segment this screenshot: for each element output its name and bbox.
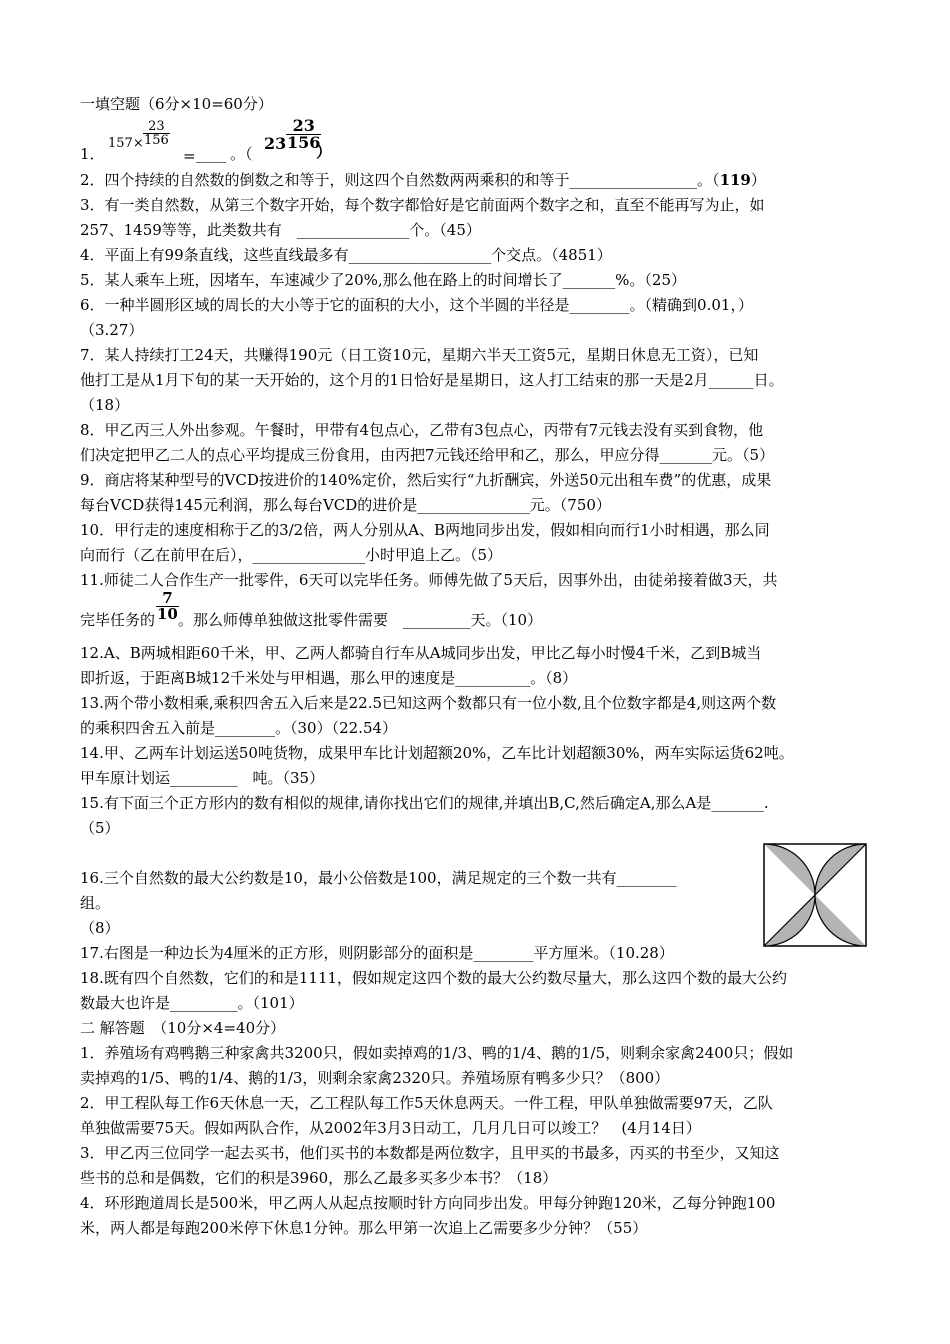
answer-question-1-line-2: 卖掉鸡的1/5、鸭的1/4、鹅的1/3，则剩余家禽2320只。养殖场原有鸭多少只？（800）	[80, 1069, 670, 1087]
question-15-line-1: 15.有下面三个正方形内的数有相似的规律,请你找出它们的规律,并填出B,C,然后确定A,那么A是_______.	[80, 794, 769, 812]
question-13-line-2: 的乘积四舍五入前是________。（30）（22.54）	[80, 719, 398, 737]
question-12-line-1: 12.A、B两城相距60千米，甲、乙两人都骑自行车从A城同步出发，甲比乙每小时慢4千米，乙到B城当	[80, 644, 762, 662]
section-1-header: 一填空题（6分×10=60分）	[80, 95, 273, 113]
section-2-header: 二 解答题 （10分×4=40分）	[80, 1019, 286, 1037]
square-shaded-figure	[763, 843, 867, 947]
answer-question-3-line-1: 3．甲乙丙三位同学一起去买书，他们买书的本数都是两位数字，且甲买的书最多，丙买的书至少，又知这	[80, 1144, 780, 1162]
question-12-line-2: 即折返，于距离B城12千米处与甲相遇，那么甲的速度是__________。（8）	[80, 669, 578, 687]
q1-expr-left: 157×	[108, 136, 144, 151]
question-7-line-1: 7．某人持续打工24天，共赚得190元（日工资10元，星期六半天工资5元，星期日休息无工资），已知	[80, 346, 759, 364]
question-5: 5．某人乘车上班，因堵车，车速减少了20%,那么他在路上的时间增长了_______%。（25）	[80, 271, 686, 289]
question-10-line-2: 向而行（乙在前甲在后），_______________小时甲追上乙。（5）	[80, 546, 503, 564]
q1-answer-close: ）	[316, 142, 333, 161]
q1-equals: =	[183, 147, 196, 165]
answer-question-2-line-2: 单独做需要75天。假如两队合作，从2002年3月3日动工，几月几日可以竣工？ (4月14日）	[80, 1119, 701, 1137]
question-6-line-2: （3.27）	[80, 321, 144, 339]
question-7-line-3: （18）	[80, 396, 130, 414]
question-16-line-1: 16.三个自然数的最大公约数是10，最小公倍数是100，满足规定的三个数一共有________	[80, 869, 677, 887]
question-11-line-1: 11.师徒二人合作生产一批零件，6天可以完毕任务。师傅先做了5天后，因事外出，由徒弟接着做3天，共	[80, 571, 778, 589]
question-13-line-1: 13.两个带小数相乘,乘积四舍五入后来是22.5已知这两个数都只有一位小数,且个位数字都是4,则这两个数	[80, 694, 777, 712]
question-4: 4．平面上有99条直线，这些直线最多有___________________个交点。（4851）	[80, 246, 612, 264]
answer-question-2-line-1: 2．甲工程队每工作6天休息一天，乙工程队每工作5天休息两天。一件工程，甲队单独做需要97天，乙队	[80, 1094, 773, 1112]
question-2: 2．四个持续的自然数的倒数之和等于，则这四个自然数两两乘积的和等于_________________。（119）	[80, 171, 766, 189]
question-9-line-2: 每台VCD获得145元利润，那么每台VCD的进价是_______________元。（750）	[80, 496, 611, 514]
question-17: 17.右图是一种边长为4厘米的正方形，则阴影部分的面积是________平方厘米。（10.28）	[80, 944, 674, 962]
question-18-line-2: 数最大也许是_________。（101）	[80, 994, 304, 1012]
question-18-line-1: 18.既有四个自然数，它们的和是1111，假如规定这四个数的最大公约数尽量大，那么这四个数的最大公约	[80, 969, 788, 987]
answer-question-4-line-1: 4．环形跑道周长是500米，甲乙两人从起点按顺时针方向同步出发。甲每分钟跑120米，乙每分钟跑100	[80, 1194, 776, 1212]
question-10-line-1: 10．甲行走的速度相称于乙的3/2倍，两人分别从A、B两地同步出发，假如相向而行1小时相遇，那么同	[80, 521, 770, 539]
q1-blank: ____	[196, 145, 226, 163]
question-14-line-2: 甲车原计划运_________ 吨。（35）	[80, 769, 325, 787]
q1-answer-fraction: $\frac{23}{156}$	[287, 116, 321, 152]
question-16-line-3: （8）	[80, 919, 120, 937]
q1-answer-whole: 23	[264, 134, 287, 153]
q1-number: 1．	[80, 145, 105, 163]
answer-question-1-line-1: 1．养殖场有鸡鸭鹅三种家禽共3200只，假如卖掉鸡的1/3、鸭的1/4、鹅的1/5，则剩余家禽2400只；假如	[80, 1044, 794, 1062]
answer-question-4-line-2: 米，两人都是每跑200米停下休息1分钟。那么甲第一次追上乙需要多少分钟？（55）	[80, 1219, 648, 1237]
question-3-line-2: 257、1459等等，此类数共有 _______________个。（45）	[80, 221, 481, 239]
question-3-line-1: 3．有一类自然数，从第三个数字开始，每个数字都恰好是它前面两个数字之和，直至不能再写为止，如	[80, 196, 765, 214]
question-8-line-1: 8．甲乙丙三人外出参观。午餐时，甲带有4包点心，乙带有3包点心，丙带有7元钱去没有买到食物，他	[80, 421, 764, 439]
question-6-line-1: 6．一种半圆形区域的周长的大小等于它的面积的大小，这个半圆的半径是________。（精确到0.01，）	[80, 296, 753, 314]
answer-question-3-line-2: 些书的总和是偶数，它们的积是3960，那么乙最多买多少本书？（18）	[80, 1169, 558, 1187]
question-9-line-1: 9．商店将某种型号的VCD按进价的140%定价，然后实行“九折酬宾，外送50元出租车费”的优惠，成果	[80, 471, 772, 489]
q1-expr-fraction: $\frac{23}{156}$	[144, 119, 169, 148]
question-8-line-2: 们决定把甲乙二人的点心平均提成三份食用，由丙把7元钱还给甲和乙，那么，甲应分得_______元。（5）	[80, 446, 775, 464]
q2-answer: 119	[719, 171, 751, 189]
q11-fraction: $\frac{7}{10}$	[157, 589, 178, 623]
question-15-line-2: （5）	[80, 819, 120, 837]
question-16-line-2: 组。	[80, 894, 111, 912]
question-7-line-2: 他打工是从1月下旬的某一天开始的，这个月的1日恰好是星期日，这人打工结束的那一天是2月______日。	[80, 371, 784, 389]
q1-tail: 。（	[230, 145, 253, 163]
question-14-line-1: 14.甲、乙两车计划运送50吨货物，成果甲车比计划超额20%，乙车比计划超额30%，两车实际运货62吨。	[80, 744, 794, 762]
